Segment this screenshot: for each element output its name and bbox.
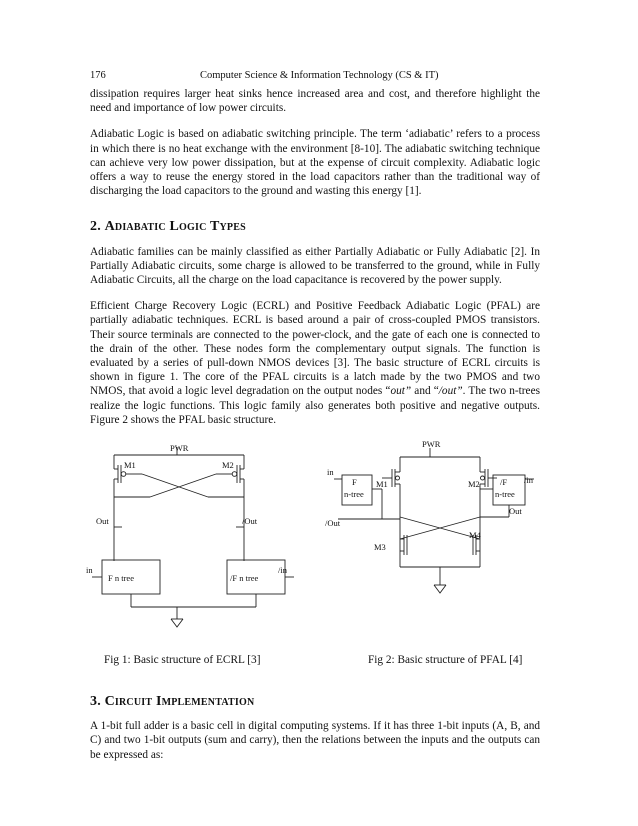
section-3-title: Circuit Implementation [104,694,255,710]
paragraph-4-part-c: . The two n-trees realize the logic functions. This logic family also generates both positive and negative outputs. Figure 2 shows the PFAL basic structure. [90,385,540,426]
nout-term: /out” [438,385,463,398]
fig2-ntree-label: n-tree [344,489,364,500]
fig1-in-label: in [86,565,93,576]
journal-title: Computer Science & Information Technology (CS & IT) [200,70,439,81]
fig2-m4-label: M4 [469,530,481,541]
fig2-caption: Fig 2: Basic structure of PFAL [4] [368,654,523,667]
paragraph-4 [90,299,540,427]
fig2-m1-label: M1 [376,479,388,490]
figure-captions [90,653,540,673]
fig1-nin-label: /in [278,565,287,576]
circuit-diagrams [82,439,552,651]
paragraph-2: Adiabatic Logic is based on adiabatic switching principle. The term ‘adiabatic’ refers to a process in which there is no heat exchange with the environment [8-10]. The adiabatic switching technique can achieve very low power dissipation, but at the expense of circuit complexity. Adiabatic logic offers a way to reuse the energy stored in the load capacitors rather than the traditional way of discharging the load capacitors to the ground and wasting this energy [1]. [90,128,540,198]
fig2-pwr-label: PWR [422,439,441,450]
fig2-nin-label: /in [524,475,533,486]
page-body [86,87,540,774]
section-2-title: Adiabatic Logic Types [104,219,246,235]
page-header [90,70,550,84]
section-2-number: 2. [90,219,105,235]
fig1-nout-label: /Out [242,516,258,527]
fig1-m2-label: M2 [222,460,234,471]
paragraph-3: Adiabatic families can be mainly classified as either Partially Adiabatic or Fully Adiabatic [2]. In Partially Adiabatic circuits, some charge is allowed to be transferred to the ground, while in Fully Adiabatic Circuits, all the charge on the load capacitance is recovered by the power supply. [90,245,540,287]
fig2-nf-label: /F [500,477,508,488]
fig1-nftree-label: /F n tree [230,573,259,584]
paragraph-4-part-a: Efficient Charge Recovery Logic (ECRL) and Positive Feedback Adiabatic Logic (PFAL) are partially adiabatic techniques. ECRL is based around a pair of cross-coupled PMOS transistors. Their source terminals are connected to the power-clock, and the gate of each one is connected to the drain of the other. These nodes form the complementary output signals. The function is evaluated by a series of pull-down NMOS devices [3]. The basic structure of ECRL circuits is shown in figure 1. The core of the PFAL circuits is a latch made by the two PMOS and two NMOS, that avoid a logic level degradation on the output nodes “ [90,300,540,398]
fig1-out-label: Out [96,516,109,527]
fig2-in-label: in [327,467,334,478]
fig1-caption: Fig 1: Basic structure of ECRL [3] [104,654,261,667]
fig2-m3-label: M3 [374,542,386,553]
fig2-f-label: F [352,477,357,488]
section-3-number: 3. [90,694,105,710]
paragraph-4-part-b: and “ [411,385,439,398]
fig2-nout-label: /Out [325,518,341,529]
section-heading-2 [90,220,540,234]
out-term: out” [390,385,412,398]
section-heading-3 [90,695,540,709]
page-number: 176 [90,70,106,81]
fig2-out-label: Out [509,506,522,517]
fig2-m2-label: M2 [468,479,480,490]
paragraph-5: A 1-bit full adder is a basic cell in digital computing systems. If it has three 1-bit inputs (A, B, and C) and two 1-bit outputs (sum and carry), then the relations between the inputs and the outputs can be expressed as: [90,720,540,761]
fig1-m1-label: M1 [124,460,136,471]
fig1-ftree-label: F n tree [108,573,134,584]
paragraph-1: dissipation requires larger heat sinks hence increased area and cost, and therefore highlight the need and importance of low power circuits. [90,88,540,115]
fig1-pwr-label: PWR [170,443,189,454]
figures [82,439,552,651]
fig2-ntree2-label: n-tree [495,489,515,500]
